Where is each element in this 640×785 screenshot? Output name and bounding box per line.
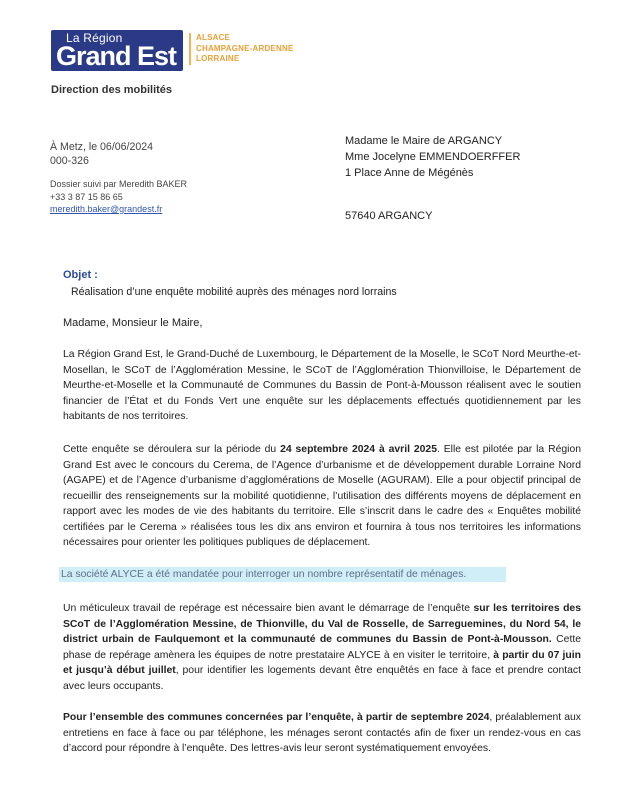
region-alsace: ALSACE xyxy=(196,33,231,42)
place-date-block xyxy=(50,140,153,168)
recipient-address xyxy=(345,133,520,181)
logo-regions xyxy=(196,33,293,65)
reference-number: 000-326 xyxy=(50,155,89,167)
recipient-line-2: Mme Jocelyne EMMENDOERFFER xyxy=(345,151,521,163)
region-lorraine: LORRAINE xyxy=(196,54,240,63)
department-name: Direction des mobilités xyxy=(51,84,173,96)
p2-text-c: . Elle est pilotée par la Région Grand Est avec le concours du Cerema, de l’Agence d’urbanisme et de développement durable Lorraine Nord (AGAPE) et de l’Agence d’urbanisme d’agglomérations de Moselle (AGURAM). Elle a pour objectif principal de recueillir des renseignements sur la mobilité quotidienne, l’utilisation des différents moyens de déplacement en rapport avec les modes de vie des habitants du territoire. Elle s’inscrit dans le cadre des « Enquêtes mobilité certifiées par le Cerema » réalisées tous les dix ans environ et fournira à tous nos territoires les informations nécessaires pour orienter les politiques publiques de déplacement. xyxy=(63,444,582,548)
p5-lead: Pour l’ensemble des communes concernées par l’enquête, à partir de septembre 2024 xyxy=(63,712,490,723)
contact-phone: +33 3 87 15 86 65 xyxy=(50,191,123,202)
logo-big-text: Grand Est xyxy=(56,41,177,71)
p4-dates: à partir du 07 juin et jusqu’à début juillet xyxy=(63,649,581,676)
contact-block xyxy=(50,178,187,216)
recipient-line-1: Madame le Maire de ARGANCY xyxy=(345,135,503,147)
highlighted-text: La société ALYCE a été mandatée pour interroger un nombre représentatif de ménages. xyxy=(59,567,506,582)
recipient-line-3: 1 Place Anne de Mégénès xyxy=(345,167,474,179)
p2-text-a: Cette enquête se déroulera sur la période du xyxy=(63,444,281,455)
salutation: Madame, Monsieur le Maire, xyxy=(63,317,203,329)
recipient-postcode: 57640 ARGANCY xyxy=(345,210,433,222)
followed-by: Dossier suivi par Meredith BAKER xyxy=(50,179,188,189)
p4-text-c: Cette phase de repérage amènera les équipes de notre prestataire ALYCE à en visiter le territoire, xyxy=(63,634,581,661)
region-champagne-ardenne: CHAMPAGNE-ARDENNE xyxy=(196,43,294,53)
p4-text-e: , pour identifier les logements devant être enquêtés en face à face et prendre contact avec leurs occupants. xyxy=(63,665,581,692)
place-date: À Metz, le 06/06/2024 xyxy=(50,141,154,153)
logo-small-text: La Région xyxy=(66,31,123,45)
paragraph-communes xyxy=(63,710,581,757)
paragraph-reconnaissance xyxy=(63,601,581,694)
object-text: Réalisation d’une enquête mobilité auprès des ménages nord lorrains xyxy=(71,286,397,298)
paragraph-survey-period xyxy=(63,442,581,551)
p4-territories: sur les territoires des SCoT de l’Agglomération Messine, de Thionville, du Val de Rosselle, de Sarreguemines, du Nord 54, le district urbain de Faulquemont et la communauté de communes du Bassin de Pont-à-Mousson. xyxy=(63,603,581,645)
contact-email-link[interactable]: meredith.baker@grandest.fr xyxy=(50,204,163,214)
p2-period: 24 septembre 2024 à avril 2025 xyxy=(280,444,437,455)
p4-text-a: Un méticuleux travail de repérage est nécessaire bien avant le démarrage de l’enquête xyxy=(63,603,474,614)
object-heading: Objet : xyxy=(63,269,98,281)
paragraph-alyce xyxy=(63,567,581,583)
p5-text-b: , préalablement aux entretiens en face à face ou par téléphone, les ménages seront contactés afin de fixer un rendez-vous en cas d’accord pour répondre à l’enquête. Des lettres-avis leur seront systématiquement envoyées. xyxy=(63,712,582,754)
paragraph-partners: La Région Grand Est, le Grand-Duché de Luxembourg, le Département de la Moselle, le SCoT Nord Meurthe-et-Mosellan, le SCoT de l’Agglomération Messine, le SCoT de l’Agglomération Thionvilloise, le Département de Meurthe-et-Moselle et la Communauté de Communes du Bassin de Pont-à-Mousson réalisent avec le soutien financier de l’État et du Fonds Vert une enquête sur les déplacements effectués quotidiennement par les habitants de nos territoires. xyxy=(63,349,581,422)
logo-divider xyxy=(189,33,191,65)
